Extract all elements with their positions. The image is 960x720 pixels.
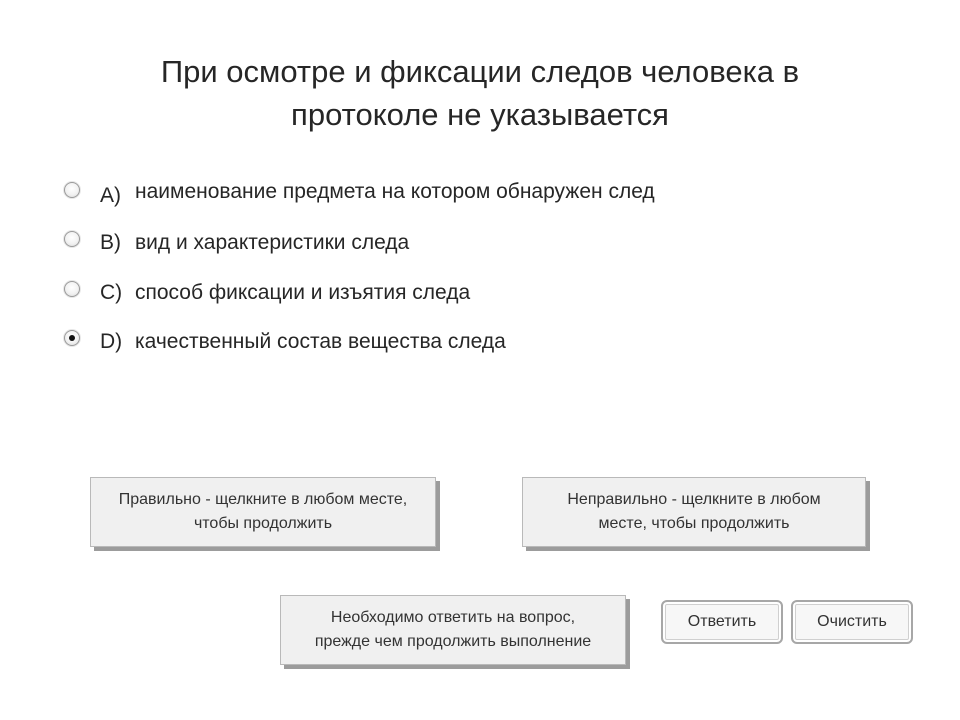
option-b[interactable] xyxy=(62,229,782,261)
feedback-correct-line-1: Правильно - щелкните в любом месте, xyxy=(118,491,408,508)
option-c-letter: C) xyxy=(100,281,123,304)
option-c[interactable] xyxy=(62,279,782,311)
option-d[interactable] xyxy=(62,328,782,360)
option-d-letter: D) xyxy=(100,330,123,353)
feedback-required-line-1: Необходимо ответить на вопрос, xyxy=(330,609,576,626)
option-a-text: наименование предмета на котором обнаружен след xyxy=(135,180,655,203)
option-d-text: качественный состав вещества следа xyxy=(135,330,506,353)
clear-button[interactable]: Очистить xyxy=(791,600,913,644)
feedback-incorrect[interactable] xyxy=(522,477,866,547)
question-title-line-1: При осмотре и фиксации следов человека в xyxy=(160,54,800,89)
question-title xyxy=(80,50,880,136)
feedback-correct[interactable] xyxy=(90,477,436,547)
option-a-letter: A) xyxy=(100,184,121,207)
submit-button[interactable]: Ответить xyxy=(661,600,783,644)
radio-option-a[interactable] xyxy=(64,182,80,198)
feedback-incorrect-line-1: Неправильно - щелкните в любом xyxy=(567,491,821,508)
feedback-incorrect-line-2: месте, чтобы продолжить xyxy=(598,515,790,532)
option-b-letter: B) xyxy=(100,231,121,254)
feedback-correct-line-2: чтобы продолжить xyxy=(193,515,333,532)
feedback-answer-required[interactable] xyxy=(280,595,626,665)
radio-option-c[interactable] xyxy=(64,281,80,297)
feedback-required-line-2: прежде чем продолжить выполнение xyxy=(314,633,592,650)
question-title-line-2: протоколе не указывается xyxy=(291,97,669,132)
radio-option-b[interactable] xyxy=(64,231,80,247)
option-b-text: вид и характеристики следа xyxy=(135,231,410,254)
option-a[interactable] xyxy=(62,180,782,212)
option-c-text: способ фиксации и изъятия следа xyxy=(135,281,471,304)
radio-option-d[interactable] xyxy=(64,330,80,346)
